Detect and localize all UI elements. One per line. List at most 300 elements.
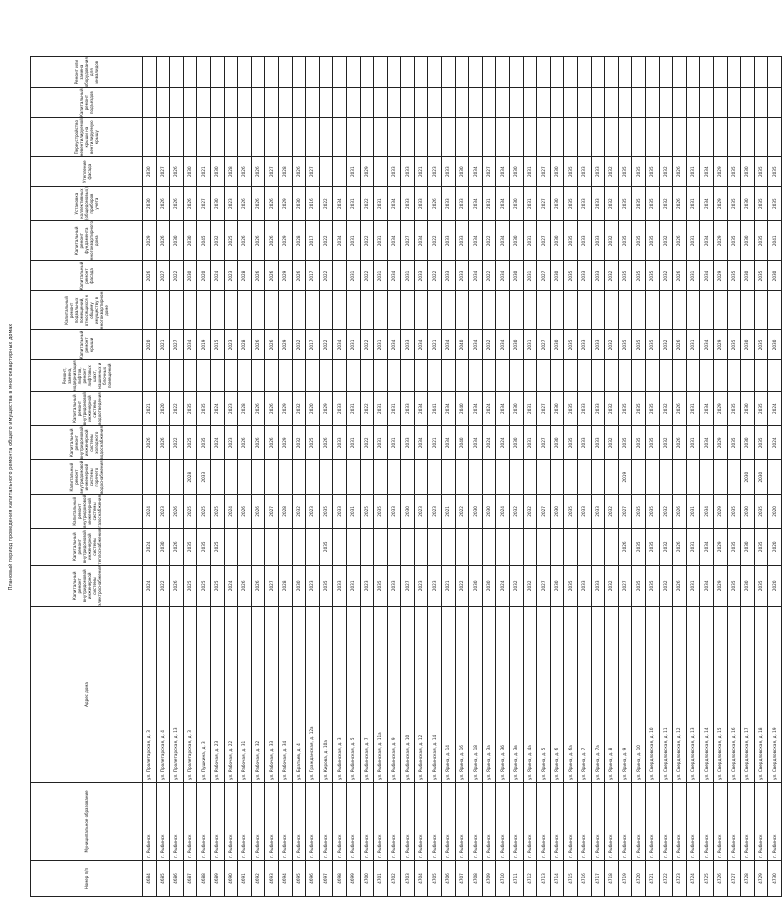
year-cell: [496, 118, 510, 157]
year-cell: 2033: [455, 261, 469, 291]
municipality-cell: г. Рыбинск: [523, 783, 537, 861]
year-cell: 2035: [632, 528, 646, 565]
year-cell: 2032: [605, 157, 619, 187]
year-cell: [333, 88, 347, 118]
year-cell: [591, 360, 605, 392]
table-row: [306, 57, 320, 897]
year-cell: 2023: [224, 261, 238, 291]
year-cell: 2040: [455, 392, 469, 426]
year-cell: 2032: [659, 392, 673, 426]
year-cell: [537, 360, 551, 392]
address-cell: ул. Ярина, д. 6а: [564, 607, 578, 783]
year-cell: [537, 460, 551, 494]
year-cell: 2027: [156, 261, 170, 291]
table-row: [360, 57, 374, 897]
year-cell: [741, 88, 755, 118]
year-cell: 2032: [292, 494, 306, 528]
year-cell: 2035: [727, 494, 741, 528]
year-cell: 2035: [632, 261, 646, 291]
year-cell: 2026: [251, 157, 265, 187]
year-cell: [482, 118, 496, 157]
row-number: 4706: [442, 861, 456, 897]
year-cell: 2032: [292, 330, 306, 360]
year-cell: [686, 460, 700, 494]
year-cell: 2028: [278, 494, 292, 528]
municipality-cell: г. Рыбинск: [238, 783, 252, 861]
year-cell: 2027: [156, 157, 170, 187]
year-cell: [700, 291, 714, 330]
year-cell: [292, 360, 306, 392]
year-cell: [754, 57, 768, 88]
year-cell: [251, 460, 265, 494]
year-cell: 2032: [523, 565, 537, 606]
year-cell: 2027: [170, 330, 184, 360]
year-cell: 2026: [183, 187, 197, 221]
year-cell: 2023: [224, 392, 238, 426]
table-row: [713, 57, 727, 897]
year-cell: 2031: [374, 187, 388, 221]
address-cell: ул. Свердловская, д. 16: [727, 607, 741, 783]
year-cell: [537, 528, 551, 565]
address-cell: ул. Рабочая, д. 34: [278, 607, 292, 783]
year-cell: 2035: [645, 330, 659, 360]
table-row: [278, 57, 292, 897]
year-cell: [727, 118, 741, 157]
year-cell: [768, 118, 782, 157]
year-cell: 2030: [469, 565, 483, 606]
year-cell: 2026: [673, 261, 687, 291]
address-cell: ул. Рыбинская, д. 7: [360, 607, 374, 783]
year-cell: 2035: [754, 187, 768, 221]
header-work: Капитальный ремонт внутридомовой инженерной системы холодного водоснабжения: [31, 426, 143, 460]
year-cell: 2030: [741, 528, 755, 565]
year-cell: 2025: [210, 565, 224, 606]
year-cell: 2031: [523, 221, 537, 261]
year-cell: 2035: [632, 221, 646, 261]
year-cell: 2026: [251, 330, 265, 360]
year-cell: 2028: [238, 261, 252, 291]
year-cell: 2035: [727, 221, 741, 261]
header-work: Капитальный ремонт фундамента многоквартирного дома: [31, 221, 143, 261]
year-cell: [618, 88, 632, 118]
year-cell: 2024: [143, 494, 157, 528]
year-cell: 2021: [442, 494, 456, 528]
year-cell: [523, 460, 537, 494]
table-row: [741, 57, 755, 897]
year-cell: 2031: [346, 494, 360, 528]
year-cell: 2030: [754, 460, 768, 494]
year-cell: 2041: [428, 392, 442, 426]
year-cell: 2031: [523, 392, 537, 426]
year-cell: [618, 291, 632, 330]
year-cell: 2032: [659, 426, 673, 460]
year-cell: [401, 528, 415, 565]
year-cell: 2024: [482, 426, 496, 460]
header-work: Капитальный ремонт внутридомовой инженерной системы водоотведения: [31, 392, 143, 426]
year-cell: [645, 88, 659, 118]
year-cell: 2033: [578, 494, 592, 528]
year-cell: 2035: [632, 157, 646, 187]
year-cell: 2031: [346, 392, 360, 426]
year-cell: 2033: [578, 261, 592, 291]
year-cell: [265, 57, 279, 88]
municipality-cell: г. Рыбинск: [618, 783, 632, 861]
year-cell: 2027: [306, 157, 320, 187]
year-cell: [251, 360, 265, 392]
year-cell: [387, 118, 401, 157]
year-cell: 2035: [618, 221, 632, 261]
year-cell: [442, 57, 456, 88]
year-cell: [183, 57, 197, 88]
year-cell: [306, 118, 320, 157]
year-cell: 2030: [741, 330, 755, 360]
year-cell: [414, 291, 428, 330]
year-cell: 2030: [550, 392, 564, 426]
year-cell: [754, 118, 768, 157]
year-cell: [632, 88, 646, 118]
year-cell: 2035: [727, 528, 741, 565]
year-cell: 2022: [156, 565, 170, 606]
year-cell: [469, 460, 483, 494]
year-cell: [387, 88, 401, 118]
year-cell: 2029: [278, 221, 292, 261]
year-cell: [414, 460, 428, 494]
table-row: [510, 57, 524, 897]
year-cell: 2025: [197, 565, 211, 606]
year-cell: [741, 360, 755, 392]
year-cell: 2021: [442, 565, 456, 606]
year-cell: [387, 57, 401, 88]
year-cell: [265, 118, 279, 157]
municipality-cell: г. Рыбинск: [659, 783, 673, 861]
year-cell: 2034: [700, 187, 714, 221]
year-cell: 2035: [564, 494, 578, 528]
year-cell: [333, 291, 347, 330]
year-cell: [605, 291, 619, 330]
year-cell: [523, 360, 537, 392]
year-cell: 2032: [605, 392, 619, 426]
year-cell: 2026: [251, 565, 265, 606]
table-row: [319, 57, 333, 897]
year-cell: [673, 88, 687, 118]
row-number: 4699: [346, 861, 360, 897]
row-number: 4710: [496, 861, 510, 897]
year-cell: [578, 118, 592, 157]
year-cell: 2033: [414, 187, 428, 221]
year-cell: [156, 291, 170, 330]
year-cell: 2030: [183, 157, 197, 187]
year-cell: [496, 528, 510, 565]
year-cell: 2029: [278, 261, 292, 291]
year-cell: 2031: [374, 261, 388, 291]
year-cell: [482, 360, 496, 392]
row-number: 4711: [510, 861, 524, 897]
year-cell: [713, 118, 727, 157]
municipality-cell: г. Рыбинск: [754, 783, 768, 861]
address-cell: ул. Ярина, д. 3б: [496, 607, 510, 783]
year-cell: 2030: [183, 261, 197, 291]
year-cell: [360, 460, 374, 494]
year-cell: 2030: [550, 494, 564, 528]
year-cell: [292, 88, 306, 118]
year-cell: 2024: [210, 426, 224, 460]
year-cell: [605, 118, 619, 157]
year-cell: 2034: [496, 261, 510, 291]
table-row: [387, 57, 401, 897]
year-cell: 2032: [605, 494, 619, 528]
municipality-cell: г. Рыбинск: [401, 783, 415, 861]
table-row: [156, 57, 170, 897]
year-cell: 2031: [523, 157, 537, 187]
year-cell: 2031: [346, 565, 360, 606]
year-cell: 2033: [578, 565, 592, 606]
address-cell: ул. Пролетарская, д. 4: [156, 607, 170, 783]
year-cell: 2034: [387, 261, 401, 291]
year-cell: 2031: [686, 565, 700, 606]
year-cell: 2035: [727, 330, 741, 360]
address-cell: ул. Ярина, д. 8: [605, 607, 619, 783]
municipality-cell: г. Рыбинск: [645, 783, 659, 861]
year-cell: 2030: [741, 157, 755, 187]
year-cell: [292, 118, 306, 157]
address-cell: ул. Пушкина, д. 3: [197, 607, 211, 783]
year-cell: [673, 460, 687, 494]
year-cell: 2034: [469, 187, 483, 221]
year-cell: [197, 88, 211, 118]
year-cell: 2025: [224, 221, 238, 261]
year-cell: 2034: [333, 330, 347, 360]
year-cell: [265, 291, 279, 330]
year-cell: [333, 57, 347, 88]
year-cell: 2032: [605, 426, 619, 460]
year-cell: 2024: [482, 392, 496, 426]
table-row: [238, 57, 252, 897]
year-cell: 2030: [550, 261, 564, 291]
year-cell: [319, 460, 333, 494]
year-cell: 2030: [768, 330, 782, 360]
municipality-cell: г. Рыбинск: [278, 783, 292, 861]
year-cell: [754, 360, 768, 392]
year-cell: [428, 57, 442, 88]
year-cell: 2035: [197, 426, 211, 460]
document-title: Плановый период проведения капитального ремонта общего имущества в многоквартирных домах: [8, 323, 14, 591]
year-cell: 2035: [618, 261, 632, 291]
year-cell: 2027: [265, 565, 279, 606]
year-cell: 2032: [659, 221, 673, 261]
year-cell: 2033: [442, 261, 456, 291]
year-cell: 2022: [170, 426, 184, 460]
year-cell: [428, 528, 442, 565]
year-cell: 2022: [360, 261, 374, 291]
year-cell: 2020: [768, 565, 782, 606]
table-row: [183, 57, 197, 897]
year-cell: [428, 118, 442, 157]
year-cell: 2045: [197, 221, 211, 261]
year-cell: 2033: [591, 426, 605, 460]
year-cell: 2035: [645, 494, 659, 528]
year-cell: 2029: [713, 261, 727, 291]
year-cell: [360, 88, 374, 118]
year-cell: 2031: [523, 330, 537, 360]
year-cell: [727, 88, 741, 118]
year-cell: 2027: [618, 494, 632, 528]
municipality-cell: г. Рыбинск: [143, 783, 157, 861]
year-cell: 2035: [564, 330, 578, 360]
repair-schedule-table: [30, 56, 782, 897]
row-number: 4730: [768, 861, 782, 897]
year-cell: [510, 57, 524, 88]
header-address: Адрес дома: [31, 607, 143, 783]
year-cell: 2035: [618, 330, 632, 360]
year-cell: [455, 57, 469, 88]
year-cell: 2024: [143, 528, 157, 565]
year-cell: 2031: [523, 426, 537, 460]
year-cell: 2031: [401, 261, 415, 291]
year-cell: 2023: [224, 426, 238, 460]
header-work: Капитальный ремонт фасада: [31, 261, 143, 291]
year-cell: [156, 460, 170, 494]
table-row: [632, 57, 646, 897]
year-cell: [768, 88, 782, 118]
year-cell: 2031: [346, 221, 360, 261]
address-cell: ул. Свердловская, д. 19: [768, 607, 782, 783]
year-cell: 2016: [306, 187, 320, 221]
municipality-cell: г. Рыбинск: [578, 783, 592, 861]
year-cell: [591, 57, 605, 88]
year-cell: 2017: [306, 221, 320, 261]
row-number: 4702: [387, 861, 401, 897]
year-cell: 2026: [673, 528, 687, 565]
address-cell: ул. Рыбинская, д. 9: [387, 607, 401, 783]
row-number: 4719: [618, 861, 632, 897]
year-cell: 2032: [659, 494, 673, 528]
year-cell: [292, 291, 306, 330]
table-row: [673, 57, 687, 897]
year-cell: [713, 460, 727, 494]
year-cell: [251, 291, 265, 330]
year-cell: 2034: [469, 330, 483, 360]
year-cell: 2035: [319, 494, 333, 528]
address-cell: ул. Свердловская, д. 14: [700, 607, 714, 783]
row-number: 4727: [727, 861, 741, 897]
year-cell: 2035: [632, 565, 646, 606]
row-number: 4687: [183, 861, 197, 897]
year-cell: [564, 360, 578, 392]
year-cell: 2030: [741, 187, 755, 221]
year-cell: 2024: [496, 426, 510, 460]
year-cell: [374, 157, 388, 187]
year-cell: [605, 528, 619, 565]
year-cell: 2035: [754, 392, 768, 426]
year-cell: 2023: [224, 330, 238, 360]
year-cell: 2030: [482, 494, 496, 528]
year-cell: [645, 291, 659, 330]
table-row: [143, 57, 157, 897]
table-row: [537, 57, 551, 897]
header-work: Ремонт, замена, модернизация лифтов, ремонт лифтовых шахт, машинных и блочных помещений: [31, 360, 143, 392]
address-cell: ул. Рабочая, д. 23: [210, 607, 224, 783]
year-cell: [605, 460, 619, 494]
year-cell: 2026: [292, 157, 306, 187]
year-cell: 2035: [754, 157, 768, 187]
year-cell: [482, 57, 496, 88]
row-number: 4684: [143, 861, 157, 897]
year-cell: [183, 291, 197, 330]
year-cell: 2032: [659, 157, 673, 187]
year-cell: [306, 360, 320, 392]
year-cell: [659, 360, 673, 392]
year-cell: 2031: [523, 261, 537, 291]
year-cell: [659, 291, 673, 330]
year-cell: [319, 88, 333, 118]
year-cell: [333, 118, 347, 157]
year-cell: 2030: [455, 157, 469, 187]
year-cell: 2027: [401, 221, 415, 261]
year-cell: 2024: [768, 426, 782, 460]
year-cell: [346, 291, 360, 330]
year-cell: 2030: [292, 565, 306, 606]
year-cell: 2035: [645, 392, 659, 426]
year-cell: 2027: [537, 221, 551, 261]
year-cell: 2033: [591, 187, 605, 221]
year-cell: 2040: [455, 426, 469, 460]
table-row: [346, 57, 360, 897]
year-cell: 2034: [333, 187, 347, 221]
year-cell: 2024: [768, 392, 782, 426]
year-cell: 2022: [319, 330, 333, 360]
row-number: 4686: [170, 861, 184, 897]
year-cell: 2029: [713, 528, 727, 565]
municipality-cell: г. Рыбинск: [482, 783, 496, 861]
year-cell: 2023: [224, 187, 238, 221]
municipality-cell: г. Рыбинск: [455, 783, 469, 861]
year-cell: 2035: [727, 157, 741, 187]
year-cell: 2021: [156, 330, 170, 360]
year-cell: [333, 157, 347, 187]
year-cell: 2031: [374, 392, 388, 426]
table-row: [455, 57, 469, 897]
year-cell: 2035: [197, 392, 211, 426]
table-row: [591, 57, 605, 897]
year-cell: [700, 88, 714, 118]
year-cell: [442, 291, 456, 330]
row-number: 4685: [156, 861, 170, 897]
year-cell: [496, 460, 510, 494]
year-cell: 2034: [414, 392, 428, 426]
address-cell: ул. Гражданская, д. 12а: [306, 607, 320, 783]
municipality-cell: г. Рыбинск: [550, 783, 564, 861]
year-cell: 2033: [442, 157, 456, 187]
municipality-cell: г. Рыбинск: [564, 783, 578, 861]
year-cell: [238, 118, 252, 157]
year-cell: [645, 360, 659, 392]
year-cell: 2033: [387, 494, 401, 528]
year-cell: 2024: [224, 565, 238, 606]
address-cell: ул. Ярина, д. 5: [537, 607, 551, 783]
year-cell: 2030: [143, 187, 157, 221]
year-cell: [143, 118, 157, 157]
year-cell: [442, 118, 456, 157]
year-cell: 2027: [618, 565, 632, 606]
year-cell: 2020: [768, 494, 782, 528]
year-cell: [700, 460, 714, 494]
year-cell: 2029: [360, 157, 374, 187]
year-cell: [768, 460, 782, 494]
year-cell: [578, 528, 592, 565]
year-cell: [238, 57, 252, 88]
year-cell: 2033: [401, 392, 415, 426]
year-cell: [374, 291, 388, 330]
